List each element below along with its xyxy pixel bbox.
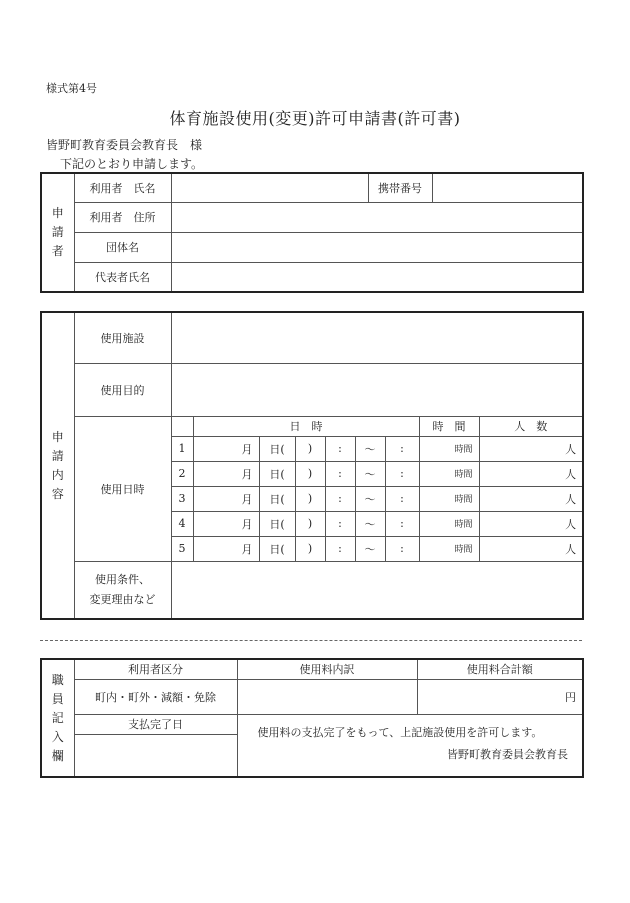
staff-table bbox=[40, 658, 584, 778]
addressee: 皆野町教育委員会教育長 様 bbox=[46, 138, 203, 152]
phone-field[interactable] bbox=[432, 173, 583, 202]
fee-total-yen[interactable]: 円 bbox=[417, 679, 583, 714]
fee-total-label: 使用料合計額 bbox=[417, 659, 583, 679]
content-section-label: 申 請 内 容 bbox=[41, 312, 74, 619]
cut-line bbox=[40, 640, 582, 641]
intro-text: 下記のとおり申請します。 bbox=[60, 157, 204, 171]
conditions-field[interactable] bbox=[171, 561, 583, 619]
fee-breakdown-label: 使用料内訳 bbox=[237, 659, 417, 679]
date-row: 5 月 日( ) : 〜 : 時間 人 bbox=[41, 536, 583, 561]
user-category-label: 利用者区分 bbox=[74, 659, 237, 679]
purpose-field[interactable] bbox=[171, 363, 583, 416]
permit-cell bbox=[237, 714, 583, 777]
name-label: 利用者 氏名 bbox=[74, 173, 171, 202]
phone-label: 携帯番号 bbox=[368, 173, 432, 202]
people-col-header: 人 数 bbox=[479, 416, 583, 436]
name-field[interactable] bbox=[171, 173, 368, 202]
form-number: 様式第4号 bbox=[46, 82, 97, 95]
datetime-col-header: 日 時 bbox=[193, 416, 419, 436]
facility-label: 使用施設 bbox=[74, 312, 171, 363]
fee-breakdown-field[interactable] bbox=[237, 679, 417, 714]
purpose-label: 使用目的 bbox=[74, 363, 171, 416]
date-row: 1 月 日( ) : 〜 : 時間 人 bbox=[41, 436, 583, 461]
payment-done-field[interactable] bbox=[74, 734, 237, 777]
representative-field[interactable] bbox=[171, 262, 583, 292]
group-label: 団体名 bbox=[74, 232, 171, 262]
address-field[interactable] bbox=[171, 202, 583, 232]
user-category-options[interactable]: 町内・町外・減額・免除 bbox=[74, 679, 237, 714]
date-row: 3 月 日( ) : 〜 : 時間 人 bbox=[41, 486, 583, 511]
payment-done-label: 支払完了日 bbox=[74, 714, 237, 734]
permit-text: 使用料の支払完了をもって、上記施設使用を許可します。 bbox=[257, 726, 543, 740]
representative-label: 代表者氏名 bbox=[74, 262, 171, 292]
page-title: 体育施設使用(変更)許可申請書(許可書) bbox=[169, 109, 461, 128]
applicant-table bbox=[40, 172, 584, 293]
datetime-label: 使用日時 bbox=[74, 416, 171, 561]
permit-signer: 皆野町教育委員会教育長 bbox=[447, 748, 568, 762]
applicant-section-label: 申 請 者 bbox=[41, 173, 74, 292]
date-row: 4 月 日( ) : 〜 : 時間 人 bbox=[41, 511, 583, 536]
group-field[interactable] bbox=[171, 232, 583, 262]
conditions-label: 使用条件、 変更理由など bbox=[74, 561, 171, 619]
address-label: 利用者 住所 bbox=[74, 202, 171, 232]
staff-section-label: 職 員 記 入 欄 bbox=[41, 659, 74, 777]
date-row: 2 月 日( ) : 〜 : 時間 人 bbox=[41, 461, 583, 486]
content-table bbox=[40, 311, 584, 620]
facility-field[interactable] bbox=[171, 312, 583, 363]
hours-col-header: 時 間 bbox=[419, 416, 479, 436]
